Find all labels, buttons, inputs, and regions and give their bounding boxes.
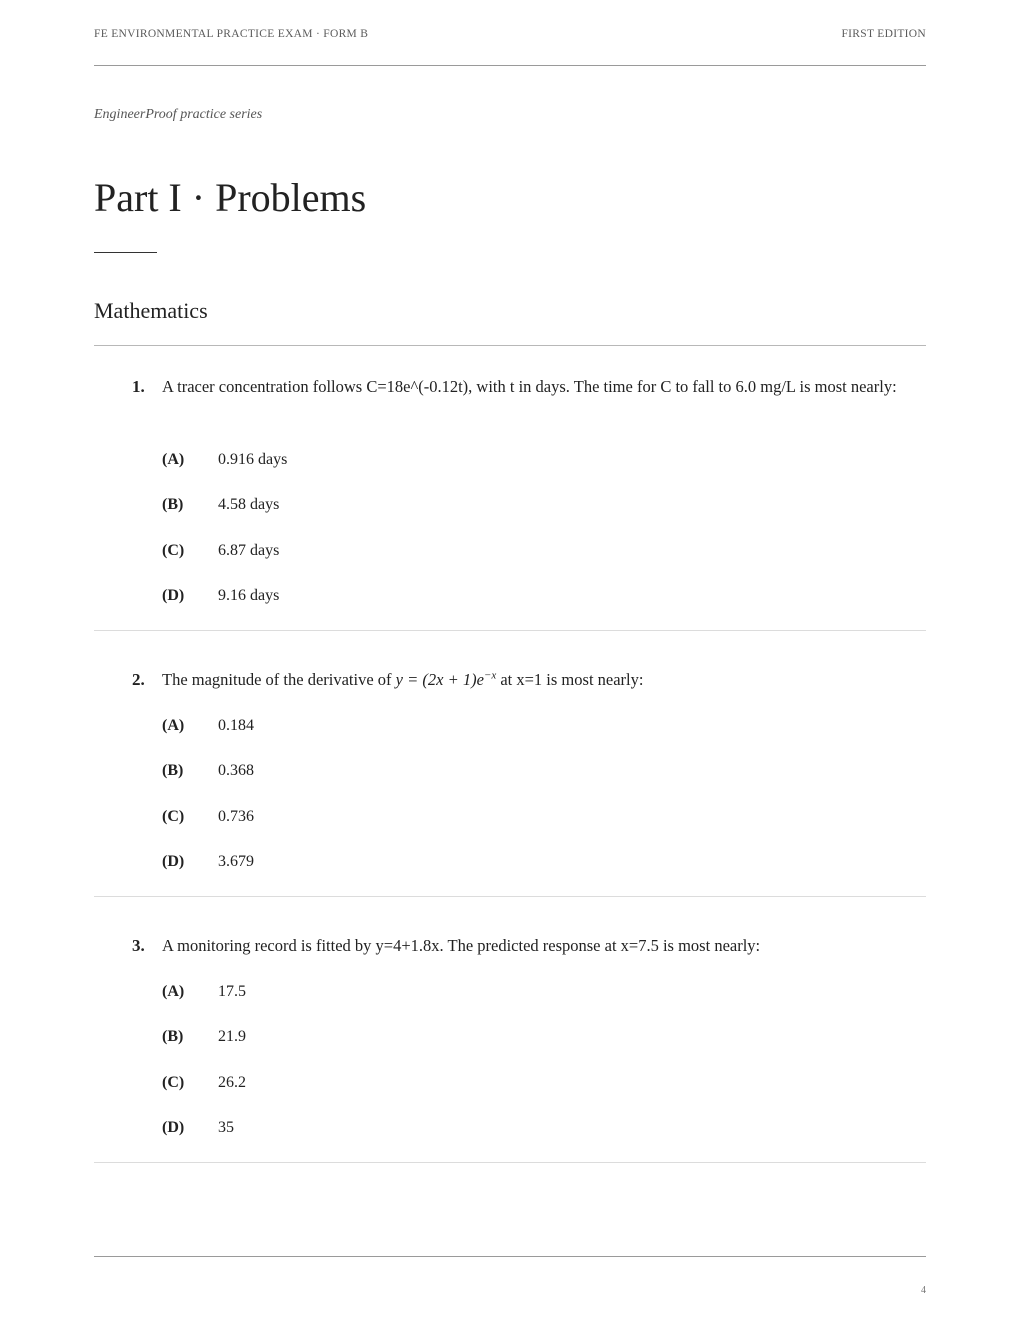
header-exam-title: FE ENVIRONMENTAL PRACTICE EXAM · FORM B — [94, 28, 369, 40]
problem-divider — [94, 630, 926, 631]
part-title: Part I · Problems — [94, 175, 367, 220]
footer-divider — [94, 1256, 926, 1257]
choice-letter: (D) — [162, 587, 185, 604]
choice-text: 4.58 days — [218, 496, 280, 513]
problem-divider — [94, 896, 926, 897]
problem-number: 2. — [132, 670, 145, 689]
choice-letter: (B) — [162, 496, 184, 513]
choice-text: 0.736 — [218, 808, 254, 825]
exam-page — [94, 0, 926, 1320]
choice-text: 6.87 days — [218, 542, 280, 559]
choice-letter: (C) — [162, 542, 185, 559]
choice-letter: (D) — [162, 1119, 185, 1136]
choice-text: 35 — [218, 1119, 234, 1136]
choice-letter: (A) — [162, 983, 185, 1000]
stem-text: at x=1 is most nearly: — [496, 670, 644, 689]
stem-equation — [396, 670, 497, 689]
problem-stem — [162, 666, 926, 693]
equation-exponent: −x — [483, 669, 497, 682]
choice-text: 0.184 — [218, 717, 254, 734]
choice-text: 0.368 — [218, 762, 254, 779]
section-title: Mathematics — [94, 298, 208, 323]
stem-text: The magnitude of the derivative of — [162, 670, 396, 689]
choice-letter: (B) — [162, 1028, 184, 1045]
running-header — [94, 28, 926, 40]
choice-letter: (A) — [162, 717, 185, 734]
choice-text: 3.679 — [218, 853, 254, 870]
choice-text: 17.5 — [218, 983, 246, 1000]
header-edition: FIRST EDITION — [841, 28, 926, 40]
section-divider — [94, 345, 926, 346]
choice-letter: (D) — [162, 853, 185, 870]
choice-text: 21.9 — [218, 1028, 246, 1045]
choice-letter: (A) — [162, 451, 185, 468]
series-label: EngineerProof practice series — [94, 107, 263, 122]
choice-text: 26.2 — [218, 1074, 246, 1091]
problem-number: 3. — [132, 936, 145, 955]
choice-letter: (B) — [162, 762, 184, 779]
choice-letter: (C) — [162, 1074, 185, 1091]
problem-stem: A tracer concentration follows C=18e^(-0.12t), with t in days. The time for C to fall to 6.0 mg/L is most nearly: — [162, 377, 897, 396]
header-divider — [94, 65, 926, 66]
choice-text: 0.916 days — [218, 451, 288, 468]
title-underline — [94, 252, 157, 253]
problem-number: 1. — [132, 377, 145, 396]
equation-base: y = (2x + 1)e — [395, 670, 484, 689]
choice-letter: (C) — [162, 808, 185, 825]
choice-text: 9.16 days — [218, 587, 280, 604]
page-number: 4 — [921, 1285, 926, 1296]
problem-stem: A monitoring record is fitted by y=4+1.8x. The predicted response at x=7.5 is most nearly: — [162, 936, 761, 955]
problem-divider — [94, 1162, 926, 1163]
